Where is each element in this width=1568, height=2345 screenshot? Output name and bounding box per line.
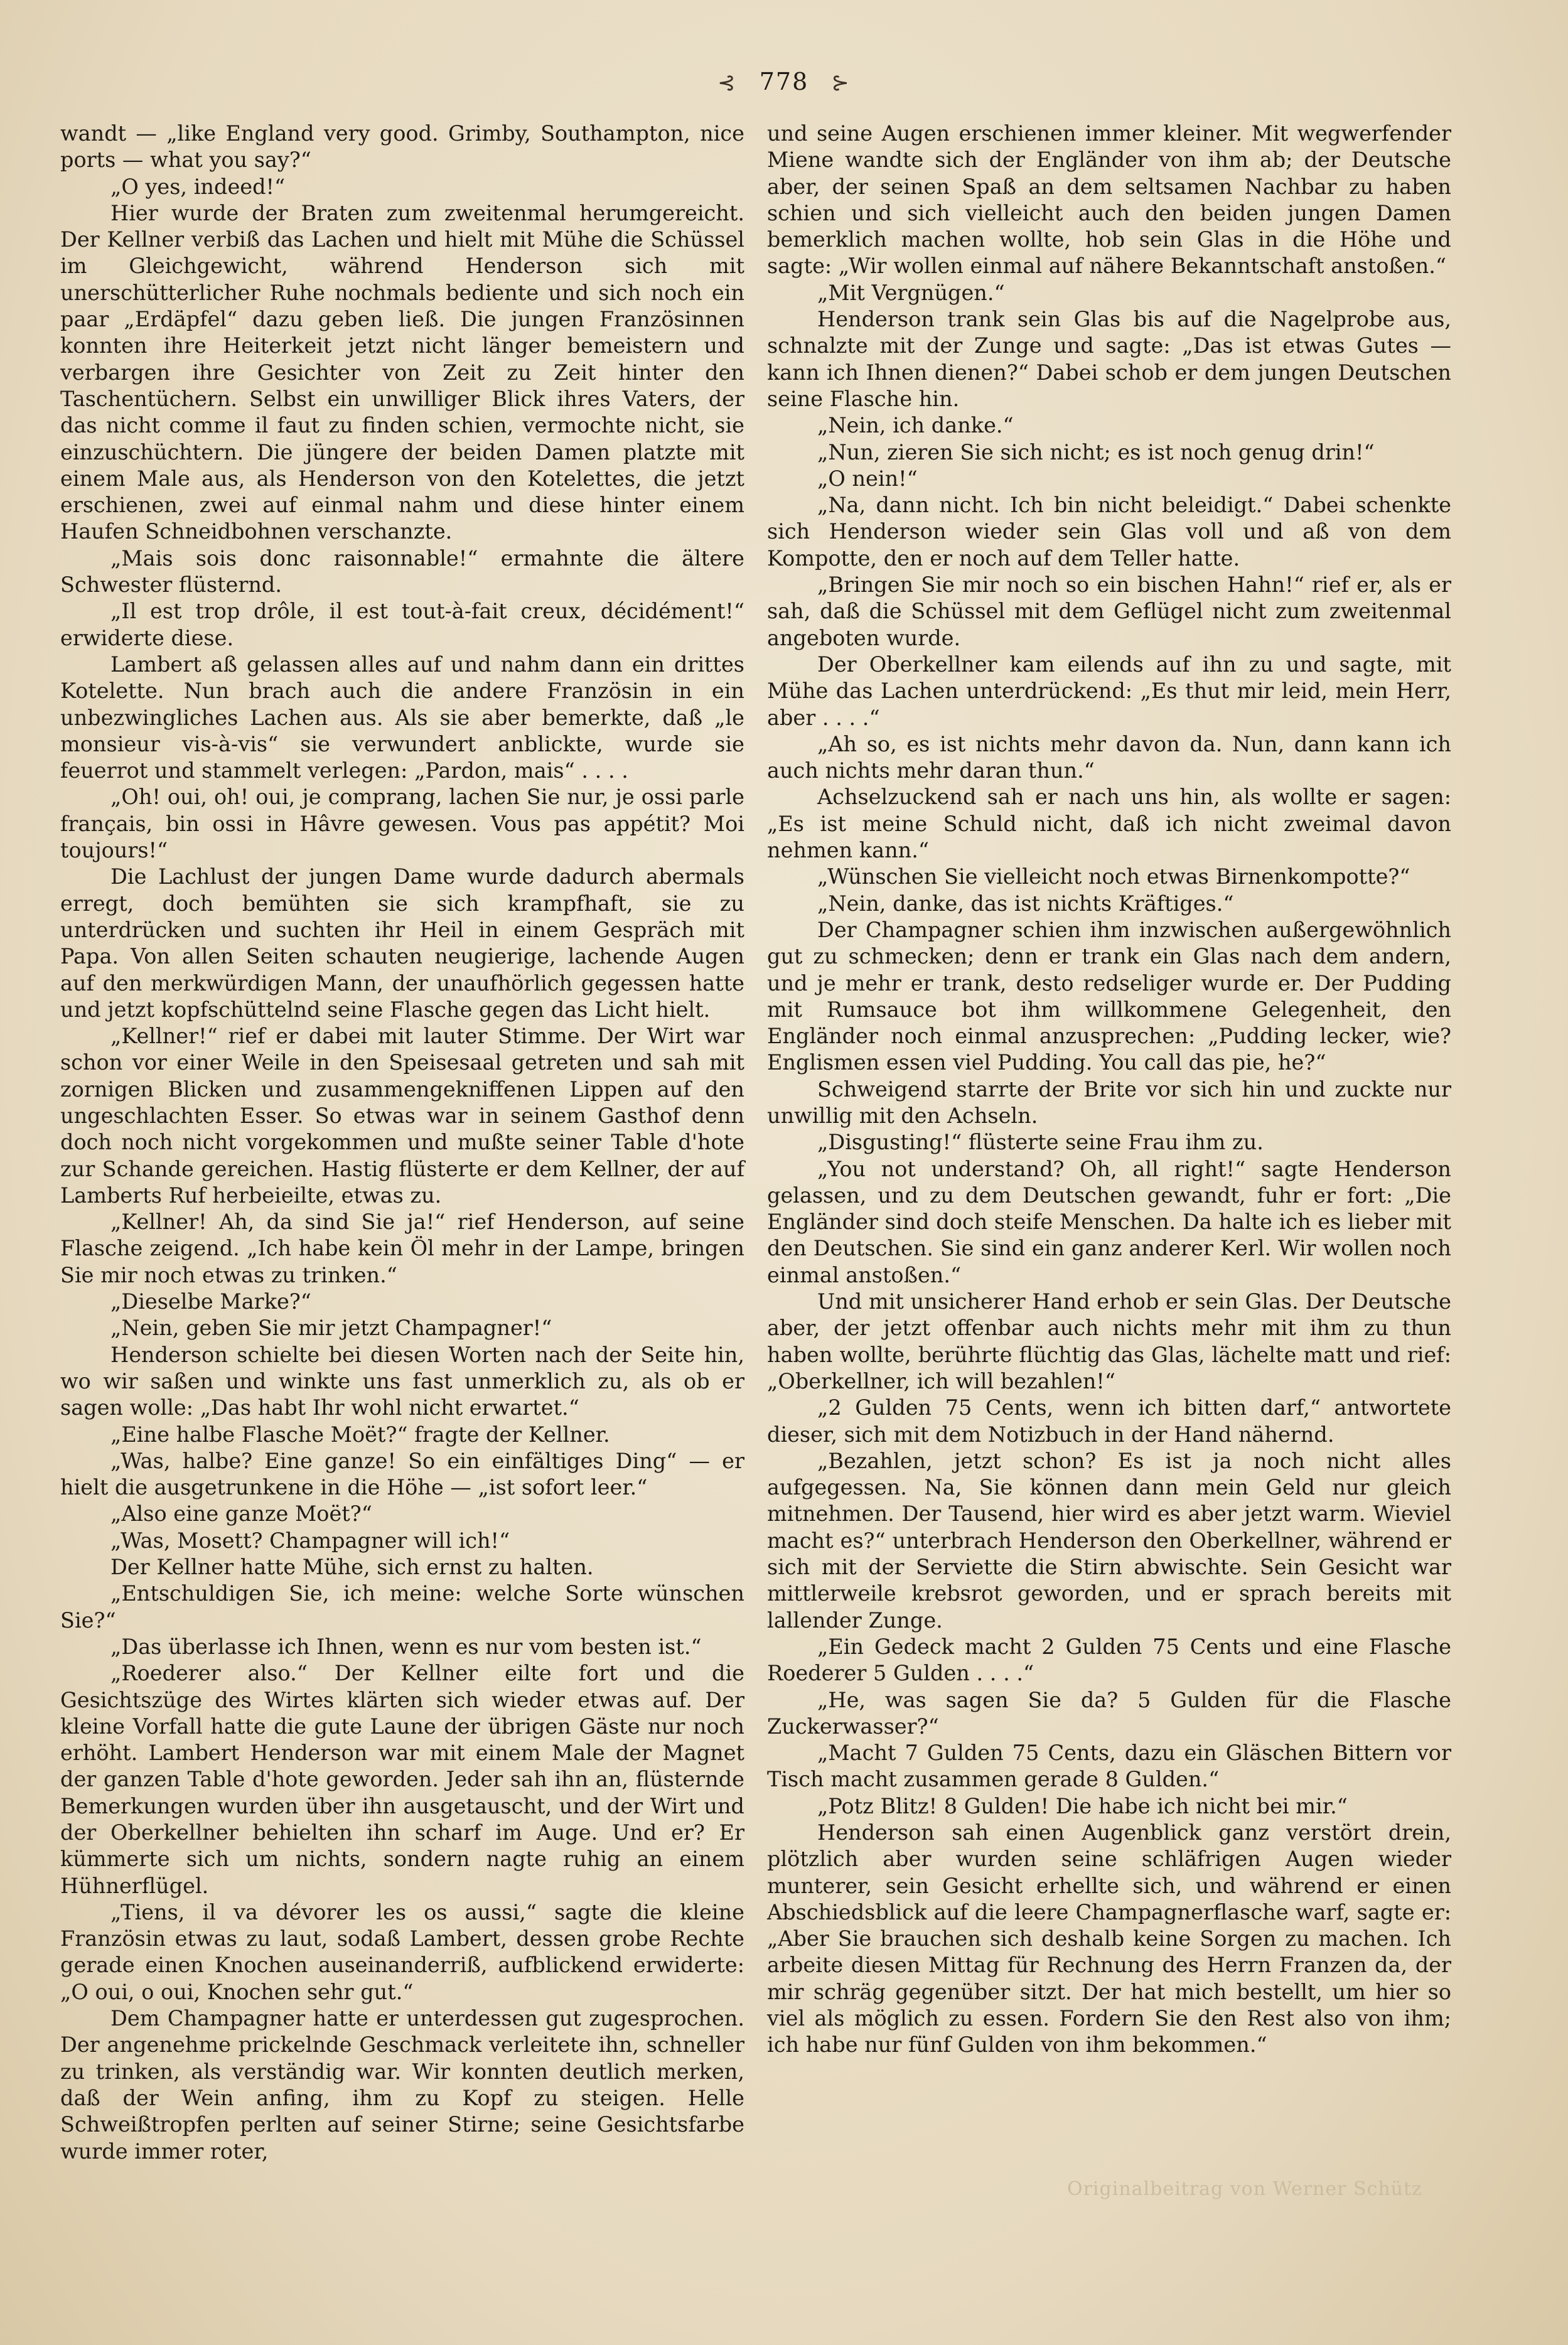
paragraph: „Disgusting!“ flüsterte seine Frau ihm zu. xyxy=(817,1130,1264,1155)
paragraph: „Na, dann nicht. Ich bin nicht beleidigt.“ Dabei schenkte sich Henderson wieder sein Glas voll und aß von dem Kompotte, den er noch auf dem Teller hatte. xyxy=(767,493,1451,571)
paragraph: „Il est trop drôle, il est tout-à-fait creux, décidément!“ erwiderte diese. xyxy=(60,599,744,650)
paragraph: „Entschuldigen Sie, ich meine: welche Sorte wünschen Sie?“ xyxy=(60,1581,744,1633)
paragraph: „Also eine ganze Moët?“ xyxy=(110,1501,372,1527)
paragraph: „You not understand? Oh, all right!“ sagte Henderson gelassen, und zu dem Deutschen gewandt, fuhr er fort: „Die Engländer sind doch steife Menschen. Da halte ich es lieber mit den Deutschen. Sie sind ein ganz anderer Kerl. Wir wollen noch einmal anstoßen.“ xyxy=(767,1156,1452,1287)
faded-footer-note: Originalbeitrag von Werner Schütz xyxy=(1067,2178,1422,2200)
paragraph: „Was, Mosett? Champagner will ich!“ xyxy=(110,1528,510,1553)
paragraph: „Mit Vergnügen.“ xyxy=(817,280,1005,305)
paragraph: „Nein, ich danke.“ xyxy=(817,413,1014,438)
paragraph: „Potz Blitz! 8 Gulden! Die habe ich nicht bei mir.“ xyxy=(817,1793,1348,1818)
page-number: 778 xyxy=(759,68,809,95)
paragraph: „Nein, geben Sie mir jetzt Champagner!“ xyxy=(110,1316,552,1341)
paragraph: „O nein!“ xyxy=(817,466,918,491)
paragraph: Die Lachlust der jungen Dame wurde dadurch abermals erregt, doch bemühten sie sich krampfhaft, sie zu unterdrücken und suchten ihr Heil in einem Gespräch mit Papa. Von allen Seiten schauten neugierige, lachende Augen auf den merkwürdigen Mann, der unaufhörlich gegessen hatte und jetzt kopfschüttelnd seine Flasche gegen das Licht hielt. xyxy=(60,864,744,1022)
paragraph: „Roederer also.“ Der Kellner eilte fort und die Gesichtszüge des Wirtes klärten sich wieder etwas auf. Der kleine Vorfall hatte die gute Laune der übrigen Gäste nur noch erhöht. Lambert Henderson war mit einem Male der Magnet der ganzen Table d'hote geworden. Jeder sah ihn an, flüsternde Bemerkungen wurden über ihn ausgetauscht, und der Wirt und der Oberkellner behielten ihn scharf im Auge. Und er? Er kümmerte sich um nichts, sondern nagte ruhig an einem Hühnerflügel. xyxy=(60,1661,744,1898)
paragraph: Der Kellner hatte Mühe, sich ernst zu halten. xyxy=(110,1555,594,1580)
paragraph: „Kellner! Ah, da sind Sie ja!“ rief Henderson, auf seine Flasche zeigend. „Ich habe kein Öl mehr in der Lampe, bringen Sie mir noch etwas zu trinken.“ xyxy=(60,1210,744,1287)
paragraph: Und mit unsicherer Hand erhob er sein Glas. Der Deutsche aber, der jetzt offenbar auch nichts mehr mit ihm zu thun haben wollte, berührte flüchtig das Glas, lächelte matt und rief: „Oberkellner, ich will bezahlen!“ xyxy=(767,1289,1451,1393)
paragraph: „Nein, danke, das ist nichts Kräftiges.“ xyxy=(817,891,1234,916)
paragraph: „Kellner!“ rief er dabei mit lauter Stimme. Der Wirt war schon vor einer Weile in den Speisesaal getreten und sah mit zornigen Blicken und zusammengekniffenen Lippen auf den ungeschlachten Esser. So etwas war in seinem Gasthof denn doch noch nicht vorgekommen und mußte seiner Table d'hote zur Schande gereichen. Hastig flüsterte er dem Kellner, der auf Lamberts Ruf herbeieilte, etwas zu. xyxy=(60,1024,744,1208)
paragraph: wandt — „like England very good. Grimby, Southampton, nice ports — what you say?“ xyxy=(60,121,744,173)
paragraph: „He, was sagen Sie da? 5 Gulden für die Flasche Zuckerwasser?“ xyxy=(767,1687,1451,1739)
paragraph: „Nun, zieren Sie sich nicht; es ist noch genug drin!“ xyxy=(817,439,1375,464)
left-column xyxy=(60,121,744,2165)
paragraph: „Macht 7 Gulden 75 Cents, dazu ein Gläschen Bittern vor Tisch macht zusammen gerade 8 Gulden.“ xyxy=(767,1741,1451,1792)
paragraph: „Tiens, il va dévorer les os aussi,“ sagte die kleine Französin etwas zu laut, sodaß Lambert, dessen grobe Rechte gerade einen Knochen auseinanderriß, aufblickend erwiderte: „O oui, o oui, Knochen sehr gut.“ xyxy=(60,1899,744,2004)
paragraph: „Was, halbe? Eine ganze! So ein einfältiges Ding“ — er hielt die ausgetrunkene in die Höhe — „ist sofort leer.“ xyxy=(60,1448,744,1500)
paragraph: Dem Champagner hatte er unterdessen gut zugesprochen. Der angenehme prickelnde Geschmack verleitete ihn, schneller zu trinken, als verständig war. Wir konnten deutlich merken, daß der Wein anfing, ihm zu Kopf zu steigen. Helle Schweißtropfen perlten auf seiner Stirne; seine Gesichtsfarbe wurde immer roter, xyxy=(60,2006,744,2164)
paragraph: „Ein Gedeck macht 2 Gulden 75 Cents und eine Flasche Roederer 5 Gulden . . . .“ xyxy=(767,1634,1451,1686)
paragraph: Hier wurde der Braten zum zweitenmal herumgereicht. Der Kellner verbiß das Lachen und hielt mit Mühe die Schüssel im Gleichgewicht, während Henderson sich mit unerschütterlicher Ruhe nochmals bediente und sich noch ein paar „Erdäpfel“ dazu geben ließ. Die jungen Französinnen konnten ihre Heiterkeit jetzt nicht länger bemeistern und verbargen ihre Gesichter von Zeit zu Zeit hinter den Taschentüchern. Selbst ein unwilliger Blick ihres Vaters, der das nicht comme il faut zu finden schien, vermochte nicht, sie einzuschüchtern. Die jüngere der beiden Damen platzte mit einem Male aus, als Henderson von den Kotelettes, die jetzt erschienen, zwei auf einmal nahm und diese hinter einem Haufen Schneidbohnen verschanzte. xyxy=(60,200,744,544)
paragraph: „2 Gulden 75 Cents, wenn ich bitten darf,“ antwortete dieser, sich mit dem Notizbuch in der Hand nähernd. xyxy=(767,1395,1451,1447)
paragraph: Henderson trank sein Glas bis auf die Nagelprobe aus, schnalzte mit der Zunge und sagte: „Das ist etwas Gutes — kann ich Ihnen dienen?“ Dabei schob er dem jungen Deutschen seine Flasche hin. xyxy=(767,307,1451,411)
paragraph: „Oh! oui, oh! oui, je comprang, lachen Sie nur, je ossi parle français, bin ossi in Hâvre gewesen. Vous pas appétit? Moi toujours!“ xyxy=(60,785,744,863)
paragraph: „Bezahlen, jetzt schon? Es ist ja noch nicht alles aufgegessen. Na, Sie können dann mein Geld nur gleich mitnehmen. Der Tausend, hier wird es aber jetzt warm. Wieviel macht es?“ unterbrach Henderson den Oberkellner, während er sich mit der Serviette die Stirn abwischte. Sein Gesicht war mittlerweile krebsrot geworden, und er sprach bereits mit lallender Zunge. xyxy=(767,1448,1451,1633)
paragraph: Henderson schielte bei diesen Worten nach der Seite hin, wo wir saßen und winkte uns fast unmerklich zu, als ob er sagen wolle: „Das habt Ihr wohl nicht erwartet.“ xyxy=(60,1342,744,1420)
paragraph: „Das überlasse ich Ihnen, wenn es nur vom besten ist.“ xyxy=(110,1634,702,1659)
paragraph: Schweigend starrte der Brite vor sich hin und zuckte nur unwillig mit den Achseln. xyxy=(767,1076,1451,1128)
paragraph: „Ah so, es ist nichts mehr davon da. Nun, dann kann ich auch nichts mehr daran thun.“ xyxy=(767,731,1451,783)
paragraph: „Mais sois donc raisonnable!“ ermahnte die ältere Schwester flüsternd. xyxy=(60,545,744,598)
paragraph: Lambert aß gelassen alles auf und nahm dann ein drittes Kotelette. Nun brach auch die andere Französin in ein unbezwingliches Lachen aus. Als sie aber bemerkte, daß „le monsieur vis-à-vis“ sie verwundert anblickte, wurde sie feuerrot und stammelt verlegen: „Pardon, mais“ . . . . xyxy=(60,652,744,783)
page-header xyxy=(0,68,1568,95)
paragraph: Achselzuckend sah er nach uns hin, als wollte er sagen: „Es ist meine Schuld nicht, daß ich nicht zweimal davon nehmen kann.“ xyxy=(767,785,1451,863)
paragraph: Henderson sah einen Augenblick ganz verstört drein, plötzlich aber wurden seine schläfrigen Augen wieder munterer, sein Gesicht erhellte sich, und während er einen Abschiedsblick auf die leere Champagnerflasche warf, sagte er: „Aber Sie brauchen sich deshalb keine Sorgen zu machen. Ich arbeite diesen Mittag für Rechnung des Herrn Franzen da, der mir schräg gegenüber sitzt. Der hat mich bestellt, um hier so viel als möglich zu essen. Fordern Sie den Rest also von ihm; ich habe nur fünf Gulden von ihm bekommen.“ xyxy=(767,1820,1451,2058)
paragraph: „Eine halbe Flasche Moët?“ fragte der Kellner. xyxy=(110,1422,610,1447)
paragraph: und seine Augen erschienen immer kleiner. Mit wegwerfender Miene wandte sich der Engländer von ihm ab; der Deutsche aber, der seinen Spaß an dem seltsamen Nachbar zu haben schien und sich vielleicht auch den beiden jungen Damen bemerklich machen wollte, hob sein Glas in die Höhe und sagte: „Wir wollen einmal auf nähere Bekanntschaft anstoßen.“ xyxy=(767,121,1451,279)
paragraph: Der Oberkellner kam eilends auf ihn zu und sagte, mit Mühe das Lachen unterdrückend: „Es thut mir leid, mein Herr, aber . . . .“ xyxy=(767,652,1451,730)
paragraph: „Bringen Sie mir noch so ein bischen Hahn!“ rief er, als er sah, daß die Schüssel mit dem Geflügel nicht zum zweitenmal angeboten wurde. xyxy=(767,572,1451,650)
ornament-left-icon: ⊰ xyxy=(717,70,737,95)
paragraph: Der Champagner schien ihm inzwischen außergewöhnlich gut zu schmecken; denn er trank ein Glas nach dem andern, und je mehr er trank, desto redseliger wurde er. Der Pudding mit Rumsauce bot ihm willkommene Gelegenheit, den Engländer noch einmal anzusprechen: „Pudding lecker, wie? Englismen essen viel Pudding. You call das pie, he?“ xyxy=(767,917,1451,1075)
right-column xyxy=(767,121,1451,2059)
ornament-right-icon: ⊱ xyxy=(831,70,851,95)
paragraph: „Wünschen Sie vielleicht noch etwas Birnenkompotte?“ xyxy=(817,864,1410,889)
paragraph: „Dieselbe Marke?“ xyxy=(110,1289,311,1314)
paragraph: „O yes, indeed!“ xyxy=(110,174,286,199)
